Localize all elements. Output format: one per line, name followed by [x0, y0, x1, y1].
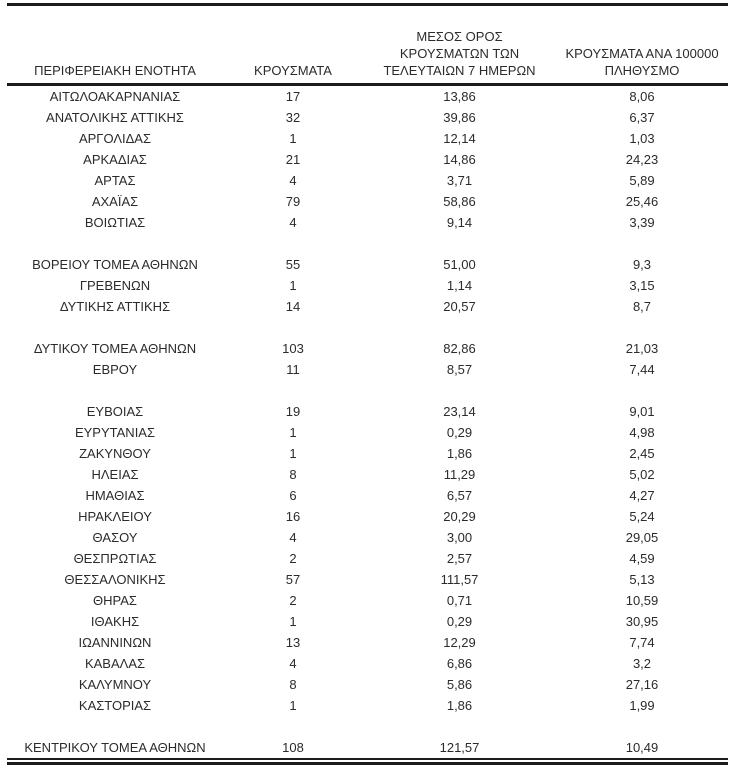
table-row	[7, 191, 728, 212]
per-100k-cell: 6,37	[629, 110, 655, 125]
avg-7day-cell: 121,57	[363, 737, 556, 759]
table-row	[7, 590, 728, 611]
avg-7day-cell: 11,29	[443, 467, 476, 482]
cases-cell: 103	[282, 341, 304, 356]
avg-7day-cell: 14,86	[443, 152, 476, 167]
group-spacer-row	[7, 716, 728, 737]
region-cell: ΑΡΚΑΔΙΑΣ	[83, 152, 147, 167]
per-100k-cell: 9,3	[632, 257, 652, 272]
region-cell: ΘΑΣΟΥ	[92, 530, 138, 545]
per-100k-cell: 8,7	[632, 299, 652, 314]
table-row	[7, 149, 728, 170]
per-100k-cell: 3,39	[629, 215, 655, 230]
avg-7day-cell: 13,86	[443, 89, 476, 104]
cases-cell: 1	[289, 278, 297, 293]
header-line: ΤΕΛΕΥΤΑΙΩΝ 7 ΗΜΕΡΩΝ	[383, 63, 536, 78]
cases-cell: 1	[289, 425, 297, 440]
cases-cell: 1	[289, 446, 297, 461]
avg-7day-cell: 1,14	[446, 278, 473, 293]
header-line: ΚΡΟΥΣΜΑΤΩΝ ΤΩΝ	[399, 46, 520, 61]
col-header-avg7	[363, 6, 556, 85]
avg-7day-cell: 0,29	[446, 614, 473, 629]
per-100k-cell: 25,46	[625, 194, 659, 209]
table-row	[7, 506, 728, 527]
per-100k-cell: 8,06	[629, 89, 655, 104]
region-cell: ΙΩΑΝΝΙΝΩΝ	[78, 635, 152, 650]
table-row	[7, 422, 728, 443]
per-100k-cell: 29,05	[625, 530, 659, 545]
cases-cell: 4	[289, 215, 297, 230]
region-cell: ΘΕΣΠΡΩΤΙΑΣ	[73, 551, 157, 566]
per-100k-cell: 5,89	[629, 173, 655, 188]
header-row	[7, 6, 728, 85]
per-100k-cell: 1,99	[629, 698, 655, 713]
table-row	[7, 170, 728, 191]
per-100k-cell: 4,27	[629, 488, 655, 503]
table-row	[7, 275, 728, 296]
cases-cell: 4	[289, 530, 297, 545]
per-100k-cell: 27,16	[625, 677, 659, 692]
region-cell: ΕΥΡΥΤΑΝΙΑΣ	[74, 425, 156, 440]
bottom-rule	[7, 762, 728, 765]
region-cell: ΘΕΣΣΑΛΟΝΙΚΗΣ	[64, 572, 166, 587]
avg-7day-cell: 20,29	[443, 509, 476, 524]
cases-cell: 55	[285, 257, 301, 272]
avg-7day-cell: 1,86	[446, 698, 473, 713]
per-100k-cell: 2,45	[629, 446, 655, 461]
region-cell: ΒΟΡΕΙΟΥ ΤΟΜΕΑ ΑΘΗΝΩΝ	[32, 257, 198, 272]
table-row	[7, 569, 728, 590]
cases-cell: 1	[289, 698, 297, 713]
cases-cell: 8	[289, 677, 297, 692]
cases-table	[7, 6, 728, 760]
per-100k-cell: 5,13	[629, 572, 655, 587]
cases-cell: 6	[289, 488, 297, 503]
avg-7day-cell: 3,00	[446, 530, 473, 545]
cases-cell: 2	[289, 551, 297, 566]
table-row	[7, 632, 728, 653]
per-100k-cell: 4,59	[629, 551, 655, 566]
table-row	[7, 464, 728, 485]
avg-7day-cell: 6,57	[446, 488, 473, 503]
per-100k-cell: 4,98	[629, 425, 655, 440]
per-100k-cell: 10,49	[556, 737, 728, 759]
per-100k-cell: 5,24	[629, 509, 655, 524]
cases-cell: 21	[285, 152, 301, 167]
cases-cell: 4	[289, 173, 297, 188]
cases-cell: 11	[286, 362, 300, 377]
cases-cell: 14	[285, 299, 301, 314]
table-row	[7, 359, 728, 380]
group-spacer-row	[7, 233, 728, 254]
table-row	[7, 674, 728, 695]
cases-cell: 19	[285, 404, 301, 419]
region-cell: ΓΡΕΒΕΝΩΝ	[79, 278, 151, 293]
header-line: ΠΕΡΙΦΕΡΕΙΑΚΗ ΕΝΟΤΗΤΑ	[34, 63, 196, 78]
table-row	[7, 128, 728, 149]
region-cell: ΗΜΑΘΙΑΣ	[85, 488, 145, 503]
header-line: ΚΡΟΥΣΜΑΤΑ ΑΝΑ 100000	[565, 46, 719, 61]
per-100k-cell: 5,02	[629, 467, 655, 482]
avg-7day-cell: 2,57	[446, 551, 473, 566]
region-cell: ΚΑΣΤΟΡΙΑΣ	[78, 698, 152, 713]
group-spacer-row	[7, 380, 728, 401]
region-cell: ΗΡΑΚΛΕΙΟΥ	[78, 509, 152, 524]
region-cell: ΕΒΡΟΥ	[92, 362, 138, 377]
cases-cell: 16	[285, 509, 301, 524]
avg-7day-cell: 5,86	[446, 677, 473, 692]
col-header-per100k	[556, 6, 728, 85]
region-cell: ΔΥΤΙΚΗΣ ΑΤΤΙΚΗΣ	[59, 299, 171, 314]
header-line: ΜΕΣΟΣ ΟΡΟΣ	[416, 29, 503, 44]
table-body	[7, 85, 728, 760]
avg-7day-cell: 39,86	[443, 110, 476, 125]
table-row	[7, 401, 728, 422]
cases-cell: 1	[289, 131, 297, 146]
region-cell: ΗΛΕΙΑΣ	[91, 467, 139, 482]
cases-cell: 108	[223, 737, 363, 759]
table-row	[7, 695, 728, 716]
table-row	[7, 527, 728, 548]
avg-7day-cell: 0,71	[446, 593, 473, 608]
region-cell: ΔΥΤΙΚΟΥ ΤΟΜΕΑ ΑΘΗΝΩΝ	[33, 341, 197, 356]
col-header-region	[7, 6, 223, 85]
table-row	[7, 107, 728, 128]
per-100k-cell: 7,74	[629, 635, 655, 650]
table-row	[7, 212, 728, 233]
avg-7day-cell: 9,14	[446, 215, 473, 230]
avg-7day-cell: 82,86	[443, 341, 476, 356]
header-line: ΠΛΗΘΥΣΜΟ	[604, 63, 680, 78]
avg-7day-cell: 1,86	[446, 446, 473, 461]
region-cell: ΑΧΑΪΑΣ	[91, 194, 139, 209]
table-header	[7, 6, 728, 85]
per-100k-cell: 21,03	[625, 341, 659, 356]
region-cell: ΙΘΑΚΗΣ	[90, 614, 140, 629]
cases-cell: 4	[289, 656, 297, 671]
cases-cell: 32	[285, 110, 301, 125]
cases-cell: 1	[289, 614, 297, 629]
region-cell: ΑΡΤΑΣ	[94, 173, 136, 188]
cases-cell: 8	[289, 467, 297, 482]
group-spacer-row	[7, 317, 728, 338]
cases-cell: 17	[285, 89, 301, 104]
cases-cell: 79	[285, 194, 301, 209]
avg-7day-cell: 3,71	[446, 173, 473, 188]
per-100k-cell: 3,2	[632, 656, 652, 671]
table-row	[7, 254, 728, 275]
avg-7day-cell: 8,57	[446, 362, 473, 377]
avg-7day-cell: 23,14	[443, 404, 476, 419]
avg-7day-cell: 51,00	[443, 257, 476, 272]
region-cell: ΘΗΡΑΣ	[93, 593, 137, 608]
table-row	[7, 485, 728, 506]
spacer-cell	[7, 716, 728, 737]
table-row	[7, 85, 728, 108]
region-cell: ΚΕΝΤΡΙΚΟΥ ΤΟΜΕΑ ΑΘΗΝΩΝ	[7, 737, 223, 759]
avg-7day-cell: 58,86	[443, 194, 476, 209]
per-100k-cell: 24,23	[625, 152, 659, 167]
region-cell: ΕΥΒΟΙΑΣ	[86, 404, 144, 419]
avg-7day-cell: 20,57	[443, 299, 476, 314]
table-row	[7, 338, 728, 359]
per-100k-cell: 10,59	[625, 593, 659, 608]
header-line: ΚΡΟΥΣΜΑΤΑ	[254, 63, 332, 78]
table-row	[7, 548, 728, 569]
avg-7day-cell: 111,57	[440, 572, 479, 587]
cases-cell: 57	[285, 572, 301, 587]
region-cell: ΑΡΓΟΛΙΔΑΣ	[78, 131, 152, 146]
col-header-cases	[223, 6, 363, 85]
region-cell: ΒΟΙΩΤΙΑΣ	[84, 215, 146, 230]
per-100k-cell: 7,44	[629, 362, 655, 377]
region-cell: ΑΝΑΤΟΛΙΚΗΣ ΑΤΤΙΚΗΣ	[46, 110, 184, 125]
table-row	[7, 611, 728, 632]
cases-cell: 2	[289, 593, 297, 608]
table-row	[7, 443, 728, 464]
region-cell: ΚΑΛΥΜΝΟΥ	[78, 677, 152, 692]
table-row	[7, 296, 728, 317]
avg-7day-cell: 6,86	[446, 656, 473, 671]
spacer-cell	[7, 380, 728, 401]
avg-7day-cell: 12,14	[443, 131, 476, 146]
region-cell: ΑΙΤΩΛΟΑΚΑΡΝΑΝΙΑΣ	[49, 89, 181, 104]
per-100k-cell: 1,03	[629, 131, 655, 146]
avg-7day-cell: 0,29	[446, 425, 473, 440]
cases-cell: 13	[285, 635, 301, 650]
table-row	[7, 737, 728, 759]
per-100k-cell: 9,01	[629, 404, 655, 419]
spacer-cell	[7, 233, 728, 254]
region-cell: ΖΑΚΥΝΘΟΥ	[79, 446, 151, 461]
spacer-cell	[7, 317, 728, 338]
region-cell: ΚΑΒΑΛΑΣ	[84, 656, 146, 671]
avg-7day-cell: 12,29	[443, 635, 476, 650]
per-100k-cell: 30,95	[625, 614, 659, 629]
table-row	[7, 653, 728, 674]
per-100k-cell: 3,15	[629, 278, 655, 293]
